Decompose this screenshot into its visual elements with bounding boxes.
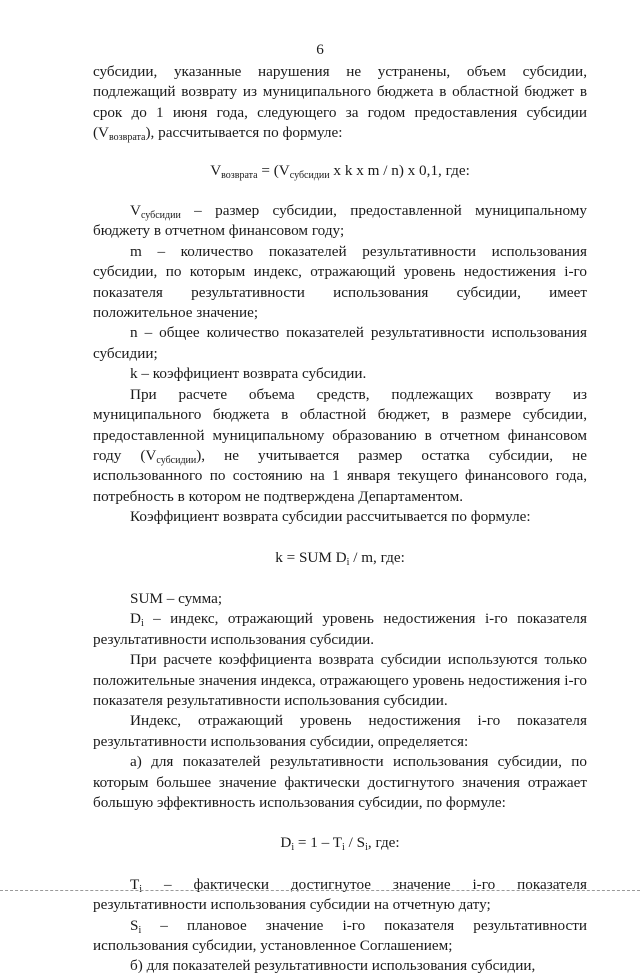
definition-sum: SUM – сумма; bbox=[130, 589, 223, 607]
definition-s: $S_i$ – плановое значение i-го показателя результативности использования субсидии, установленное Соглашением; bbox=[93, 916, 587, 955]
paragraph-coefficient-intro: Коэффициент возврата субсидии рассчитывается по формуле: bbox=[130, 508, 531, 526]
paragraph-index-definition: Индекс, отражающий уровень недостижения i-го показателя результативности использования субсидии, определяется: bbox=[93, 712, 587, 750]
definition-v-subsidy: $V_{субсидии}$ – размер субсидии, предоставленной муниципальному бюджету в отчетном финансовом году; bbox=[93, 202, 587, 240]
definition-t: $T_i$ – фактически достигнутое значение i-го показателя результативности использования субсидии на отчетную дату; bbox=[93, 875, 587, 914]
formula-d: $D_i = 1 - T_i / S_i$, где: bbox=[280, 834, 400, 854]
page-number: 6 bbox=[316, 41, 324, 58]
paragraph-calculation-note: При расчете объема средств, подлежащих возврату из муниципального бюджета в областной бюджет, в размере субсидии, предоставленной муниципальному образованию в отчетном финансовом году $(V_{субсидии})$, не учитывается размер остатка субсидии, не использованного по состоянию на 1 января текущего финансового года, потребность в котором не подтверждена Департаментом. bbox=[93, 385, 587, 505]
paragraph-positive-values: При расчете коэффициента возврата субсидии используются только положительные значения индекса, отражающего уровень недостижения i-го показателя результативности использования субсидии. bbox=[93, 651, 587, 709]
paragraph-case-b: б) для показателей результативности использования субсидии, bbox=[130, 957, 536, 975]
definition-k: k – коэффициент возврата субсидии. bbox=[130, 365, 367, 383]
page-bottom-divider bbox=[0, 890, 640, 891]
definition-n: n – общее количество показателей результативности использования субсидии; bbox=[93, 324, 587, 362]
formula-v-return: $V_{возврата} = (V_{субсидии}$ x k x m / n) x 0,1, где: bbox=[210, 161, 470, 181]
definition-d: $D_i$ – индекс, отражающий уровень недостижения i-го показателя результативности использования субсидии. bbox=[93, 610, 587, 648]
document-body bbox=[93, 62, 587, 977]
definition-m: m – количество показателей результативности использования субсидии, по которым индекс, отражающий уровень недостижения i-го показателя результативности использования субсидии, имеет положительное значение; bbox=[93, 242, 587, 322]
formula-k: k = SUM $D_i$ / m, где: bbox=[275, 548, 405, 568]
paragraph-continuation: субсидии, указанные нарушения не устранены, объем субсидии, подлежащий возврату из муниципального бюджета в областной бюджет в срок до 1 июня года, следующего за годом предоставления субсидии $(V_{возврата})$, рассчитывается по формуле: bbox=[93, 63, 587, 144]
paragraph-case-a: а) для показателей результативности использования субсидии, по которым большее значение фактически достигнутого значения отражает большую эффективность использования субсидии, по формуле: bbox=[93, 753, 587, 811]
